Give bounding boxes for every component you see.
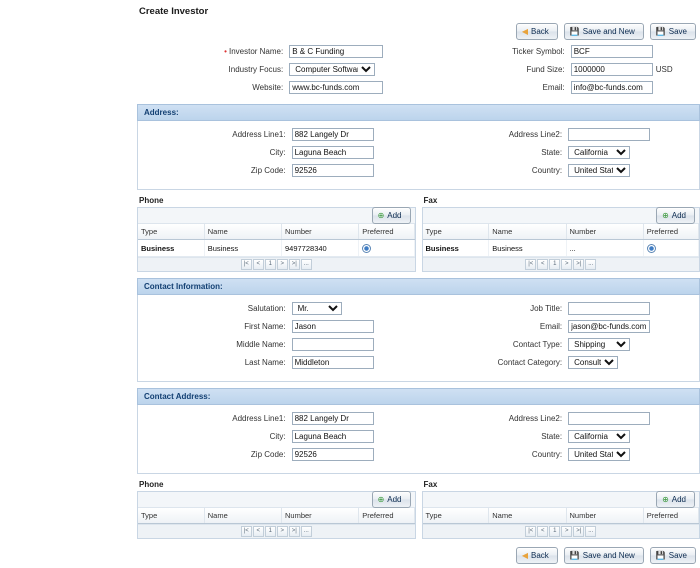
address-line1-input[interactable] <box>292 128 374 141</box>
save-button-label: Save <box>669 26 687 37</box>
state-select[interactable] <box>568 146 630 159</box>
col-preferred: Preferred <box>643 508 698 524</box>
contact-address-line2-label: Address Line2: <box>423 414 569 423</box>
contact-category-label: Contact Category: <box>423 358 569 367</box>
email-input[interactable] <box>571 81 653 94</box>
contact-address-line1-label: Address Line1: <box>146 414 292 423</box>
phone-fax-top <box>137 196 700 272</box>
pager-next[interactable]: > <box>277 526 288 537</box>
pager-page-1[interactable]: 1 <box>265 259 276 270</box>
fax-table <box>423 508 700 524</box>
contact-address-right <box>419 411 696 465</box>
field-salutation <box>146 301 415 315</box>
first-name-input[interactable] <box>292 320 374 333</box>
pager-more[interactable]: ... <box>301 526 312 537</box>
preferred-radio[interactable] <box>362 244 371 253</box>
col-name: Name <box>204 508 281 524</box>
pager-more[interactable]: ... <box>585 526 596 537</box>
salutation-label: Salutation: <box>146 304 292 313</box>
col-type: Type <box>138 508 204 524</box>
investor-basic-left <box>137 44 419 98</box>
pager-prev[interactable]: < <box>253 526 264 537</box>
zip-code-input[interactable] <box>292 164 374 177</box>
pager-prev[interactable]: < <box>537 526 548 537</box>
contact-state-label: State: <box>423 432 569 441</box>
table-header-row <box>423 224 699 240</box>
contact-address-panel <box>137 405 700 474</box>
middle-name-label: Middle Name: <box>146 340 292 349</box>
contact-information-section-header: Contact Information: <box>137 278 700 295</box>
fax-pager[interactable] <box>423 524 700 538</box>
table-row[interactable] <box>138 240 414 257</box>
address-panel <box>137 121 700 190</box>
address-line2-input[interactable] <box>568 128 650 141</box>
contact-zip-code-label: Zip Code: <box>146 450 292 459</box>
address-line1-label: Address Line1: <box>146 130 292 139</box>
contact-address-line2-input[interactable] <box>568 412 650 425</box>
back-button-bottom[interactable] <box>516 547 558 564</box>
fund-size-unit: USD <box>656 65 673 74</box>
field-email <box>423 80 697 94</box>
field-contact-state <box>423 429 692 443</box>
col-preferred: Preferred <box>359 224 414 240</box>
investor-name-input[interactable] <box>289 45 383 58</box>
zip-code-label: Zip Code: <box>146 166 292 175</box>
contact-address-section-header: Contact Address: <box>137 388 700 405</box>
cell-name: Business <box>204 240 281 257</box>
pager-last[interactable]: >| <box>289 526 300 537</box>
phone-add-label: Add <box>387 494 401 505</box>
fax-pager[interactable] <box>423 257 700 271</box>
save-disk-icon: 💾 <box>656 552 666 560</box>
field-fund-size <box>423 62 697 76</box>
field-contact-address-line2 <box>423 411 692 425</box>
field-contact-city <box>146 429 415 443</box>
top-toolbar <box>137 21 700 44</box>
create-investor-form <box>137 0 700 491</box>
field-industry-focus <box>141 62 415 76</box>
address-left <box>142 127 419 181</box>
col-preferred: Preferred <box>643 224 698 240</box>
investor-basic-fields <box>137 44 700 98</box>
cell-preferred[interactable] <box>643 240 698 257</box>
fax-add-label: Add <box>672 494 686 505</box>
phone-add-label: Add <box>387 210 401 221</box>
job-title-label: Job Title: <box>423 304 569 313</box>
contact-info-left <box>142 301 419 373</box>
contact-email-label: Email: <box>423 322 569 331</box>
save-button[interactable] <box>650 23 696 40</box>
pager-page-1[interactable]: 1 <box>549 259 560 270</box>
phone-table <box>138 508 415 524</box>
table-header-row <box>138 508 414 524</box>
save-and-new-label: Save and New <box>583 550 635 561</box>
fax-table <box>423 224 700 257</box>
contact-city-input[interactable] <box>292 430 374 443</box>
ticker-symbol-label: Ticker Symbol: <box>423 47 571 56</box>
middle-name-input[interactable] <box>292 338 374 351</box>
cell-number: ... <box>566 240 643 257</box>
fax-block-top <box>422 196 700 272</box>
field-address-line2 <box>423 127 692 141</box>
email-label: Email: <box>423 83 571 92</box>
contact-state-select[interactable] <box>568 430 630 443</box>
phone-title: Phone <box>137 196 416 207</box>
field-contact-country <box>423 447 692 461</box>
field-state <box>423 145 692 159</box>
pager-last[interactable]: >| <box>573 526 584 537</box>
cell-type: Business <box>423 240 489 257</box>
pager-next[interactable]: > <box>561 526 572 537</box>
col-name: Name <box>489 224 566 240</box>
salutation-select[interactable] <box>292 302 342 315</box>
col-name: Name <box>489 508 566 524</box>
field-job-title <box>423 301 692 315</box>
add-plus-icon: ⊕ <box>662 212 669 220</box>
col-name: Name <box>204 224 281 240</box>
address-line2-label: Address Line2: <box>423 130 569 139</box>
contact-category-select[interactable] <box>568 356 618 369</box>
investor-basic-right <box>419 44 700 98</box>
back-button-label: Back <box>531 26 549 37</box>
phone-add-button[interactable] <box>372 207 411 224</box>
col-number: Number <box>566 224 643 240</box>
city-label: City: <box>146 148 292 157</box>
col-number: Number <box>566 508 643 524</box>
cell-name: Business <box>489 240 566 257</box>
field-first-name <box>146 319 415 333</box>
field-contact-address-line1 <box>146 411 415 425</box>
save-button-bottom[interactable] <box>650 547 696 564</box>
field-middle-name <box>146 337 415 351</box>
field-investor-name <box>141 44 415 58</box>
field-contact-zip-code <box>146 447 415 461</box>
col-type: Type <box>423 508 489 524</box>
pager-prev[interactable]: < <box>537 259 548 270</box>
save-and-new-label: Save and New <box>583 26 635 37</box>
field-contact-type <box>423 337 692 351</box>
col-type: Type <box>138 224 204 240</box>
first-name-label: First Name: <box>146 322 292 331</box>
back-button[interactable] <box>516 23 558 40</box>
fax-add-button[interactable] <box>656 207 695 224</box>
field-address-line1 <box>146 127 415 141</box>
field-contact-email <box>423 319 692 333</box>
city-input[interactable] <box>292 146 374 159</box>
address-section-header: Address: <box>137 104 700 121</box>
back-arrow-icon: ◀ <box>522 552 528 560</box>
website-label: Website: <box>141 83 289 92</box>
save-and-new-button[interactable] <box>564 23 644 40</box>
phone-table <box>138 224 415 257</box>
add-plus-icon: ⊕ <box>662 496 669 504</box>
table-header-row <box>138 224 414 240</box>
fax-add-button[interactable] <box>656 491 695 508</box>
contact-country-select[interactable] <box>568 448 630 461</box>
contact-country-label: Country: <box>423 450 569 459</box>
contact-information-panel <box>137 295 700 382</box>
field-contact-category <box>423 355 692 369</box>
fax-title: Fax <box>422 480 700 491</box>
contact-zip-code-input[interactable] <box>292 448 374 461</box>
country-select[interactable] <box>568 164 630 177</box>
phone-add-button[interactable] <box>372 491 411 508</box>
website-input[interactable] <box>289 81 383 94</box>
field-website <box>141 80 415 94</box>
pager-next[interactable]: > <box>561 259 572 270</box>
state-label: State: <box>423 148 569 157</box>
save-disk-icon: 💾 <box>570 552 580 560</box>
field-city <box>146 145 415 159</box>
fax-block-bottom <box>422 480 700 539</box>
phone-title: Phone <box>137 480 416 491</box>
pager-last[interactable]: >| <box>289 259 300 270</box>
table-header-row <box>423 508 699 524</box>
col-preferred: Preferred <box>359 508 414 524</box>
fax-title: Fax <box>422 196 700 207</box>
cell-type: Business <box>138 240 204 257</box>
col-number: Number <box>282 224 359 240</box>
industry-focus-select[interactable] <box>289 63 375 76</box>
add-plus-icon: ⊕ <box>378 496 385 504</box>
contact-type-select[interactable] <box>568 338 630 351</box>
contact-address-line1-input[interactable] <box>292 412 374 425</box>
page-title: Create Investor <box>137 0 700 21</box>
phone-pager[interactable] <box>138 257 415 271</box>
pager-first[interactable]: |< <box>241 526 252 537</box>
phone-block-bottom <box>137 480 416 539</box>
add-plus-icon: ⊕ <box>378 212 385 220</box>
cell-preferred[interactable] <box>359 240 414 257</box>
pager-first[interactable]: |< <box>525 259 536 270</box>
pager-page-1[interactable]: 1 <box>549 526 560 537</box>
contact-city-label: City: <box>146 432 292 441</box>
save-disk-icon: 💾 <box>570 28 580 36</box>
pager-last[interactable]: >| <box>573 259 584 270</box>
pager-prev[interactable]: < <box>253 259 264 270</box>
pager-first[interactable]: |< <box>241 259 252 270</box>
bottom-toolbar <box>137 539 700 568</box>
country-label: Country: <box>423 166 569 175</box>
cell-number: 9497728340 <box>282 240 359 257</box>
fund-size-input[interactable] <box>571 63 653 76</box>
table-row[interactable] <box>423 240 699 257</box>
fax-add-label: Add <box>672 210 686 221</box>
pager-more[interactable]: ... <box>585 259 596 270</box>
col-type: Type <box>423 224 489 240</box>
field-ticker-symbol <box>423 44 697 58</box>
job-title-input[interactable] <box>568 302 650 315</box>
pager-first[interactable]: |< <box>525 526 536 537</box>
col-number: Number <box>282 508 359 524</box>
phone-block-top <box>137 196 416 272</box>
fund-size-label: Fund Size: <box>423 65 571 74</box>
pager-more[interactable]: ... <box>301 259 312 270</box>
save-button-label: Save <box>669 550 687 561</box>
field-zip-code <box>146 163 415 177</box>
field-last-name <box>146 355 415 369</box>
investor-name-label: • Investor Name: <box>141 47 289 56</box>
phone-pager[interactable] <box>138 524 415 538</box>
back-button-label: Back <box>531 550 549 561</box>
last-name-input[interactable] <box>292 356 374 369</box>
pager-next[interactable]: > <box>277 259 288 270</box>
contact-info-right <box>419 301 696 373</box>
contact-type-label: Contact Type: <box>423 340 569 349</box>
save-disk-icon: 💾 <box>656 28 666 36</box>
address-right <box>419 127 696 181</box>
contact-email-input[interactable] <box>568 320 650 333</box>
field-country <box>423 163 692 177</box>
ticker-symbol-input[interactable] <box>571 45 653 58</box>
preferred-radio[interactable] <box>647 244 656 253</box>
last-name-label: Last Name: <box>146 358 292 367</box>
contact-address-left <box>142 411 419 465</box>
save-and-new-button-bottom[interactable] <box>564 547 644 564</box>
industry-focus-label: Industry Focus: <box>141 65 289 74</box>
back-arrow-icon: ◀ <box>522 28 528 36</box>
pager-page-1[interactable]: 1 <box>265 526 276 537</box>
phone-fax-bottom <box>137 480 700 539</box>
